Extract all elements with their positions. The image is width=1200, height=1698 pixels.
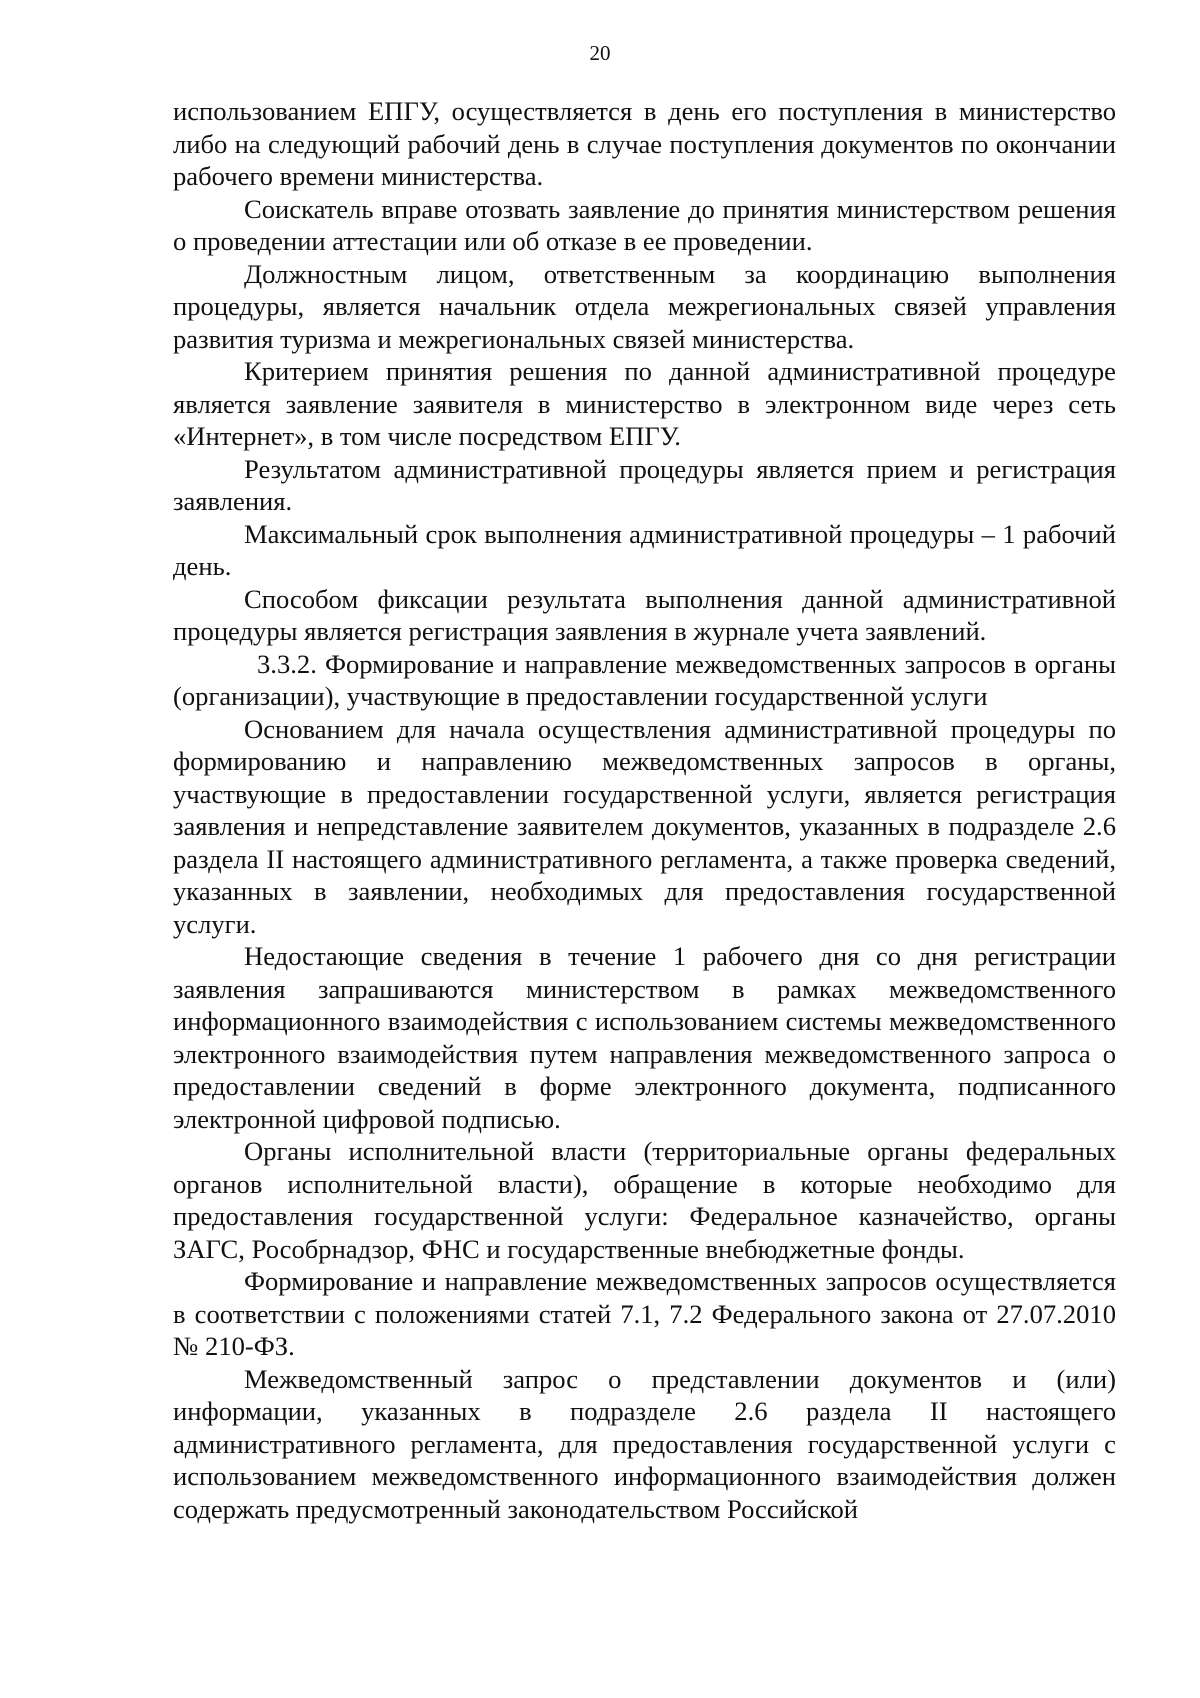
paragraph: Способом фиксации результата выполнения данной административной процедуры является регистрация заявления в журнале учета заявлений. (173, 583, 1116, 646)
paragraph: Должностным лицом, ответственным за координацию выполнения процедуры, является начальник отдела межрегиональных связей управления развития туризма и межрегиональных связей министерства. (173, 258, 1116, 354)
section-heading: 3.3.2. Формирование и направление межведомственных запросов в органы (организации), участвующие в предоставлении государственной услуги (173, 648, 1116, 711)
paragraph: Критерием принятия решения по данной административной процедуре является заявление заявителя в министерство в электронном виде через сеть «Интернет», в том числе посредством ЕПГУ. (173, 356, 1116, 451)
paragraph: Результатом административной процедуры является прием и регистрация заявления. (173, 453, 1116, 516)
paragraph: Недостающие сведения в течение 1 рабочего дня со дня регистрации заявления запрашиваются министерством в рамках межведомственного информационного взаимодействия с использованием системы межведомственного электронного взаимодействия путем направления межведомственного запроса о предоставлении сведений в форме электронного документа, подписанного электронной цифровой подписью. (173, 941, 1116, 1134)
document-body (173, 95, 1116, 1525)
paragraph: Формирование и направление межведомственных запросов осуществляется в соответствии с положениями статей 7.1, 7.2 Федерального закона от 27.07.2010 № 210-ФЗ. (173, 1266, 1116, 1361)
paragraph: Основанием для начала осуществления административной процедуры по формированию и направлению межведомственных запросов в органы, участвующие в предоставлении государственной услуги, является регистрация заявления и непредставление заявителем документов, указанных в подразделе 2.6 раздела II настоящего административного регламента, а также проверка сведений, указанных в заявлении, необходимых для предоставления государственной услуги. (173, 713, 1116, 939)
paragraph: Межведомственный запрос о представлении документов и (или) информации, указанных в подразделе 2.6 раздела II настоящего административного регламента, для предоставления государственной услуги с использованием межведомственного информационного взаимодействия должен содержать предусмотренный законодательством Российской (173, 1363, 1116, 1524)
page-number: 20 (589, 41, 611, 65)
paragraph: использованием ЕПГУ, осуществляется в день его поступления в министерство либо на следующий рабочий день в случае поступления документов по окончании рабочего времени министерства. (173, 96, 1116, 191)
paragraph: Максимальный срок выполнения административной процедуры – 1 рабочий день. (173, 518, 1116, 581)
paragraph: Органы исполнительной власти (территориальные органы федеральных органов исполнительной власти), обращение в которые необходимо для предоставления государственной услуги: Федеральное казначейство, органы ЗАГС, Рособрнадзор, ФНС и государственные внебюджетные фонды. (173, 1136, 1116, 1264)
paragraph: Соискатель вправе отозвать заявление до принятия министерством решения о проведении аттестации или об отказе в ее проведении. (173, 193, 1116, 256)
